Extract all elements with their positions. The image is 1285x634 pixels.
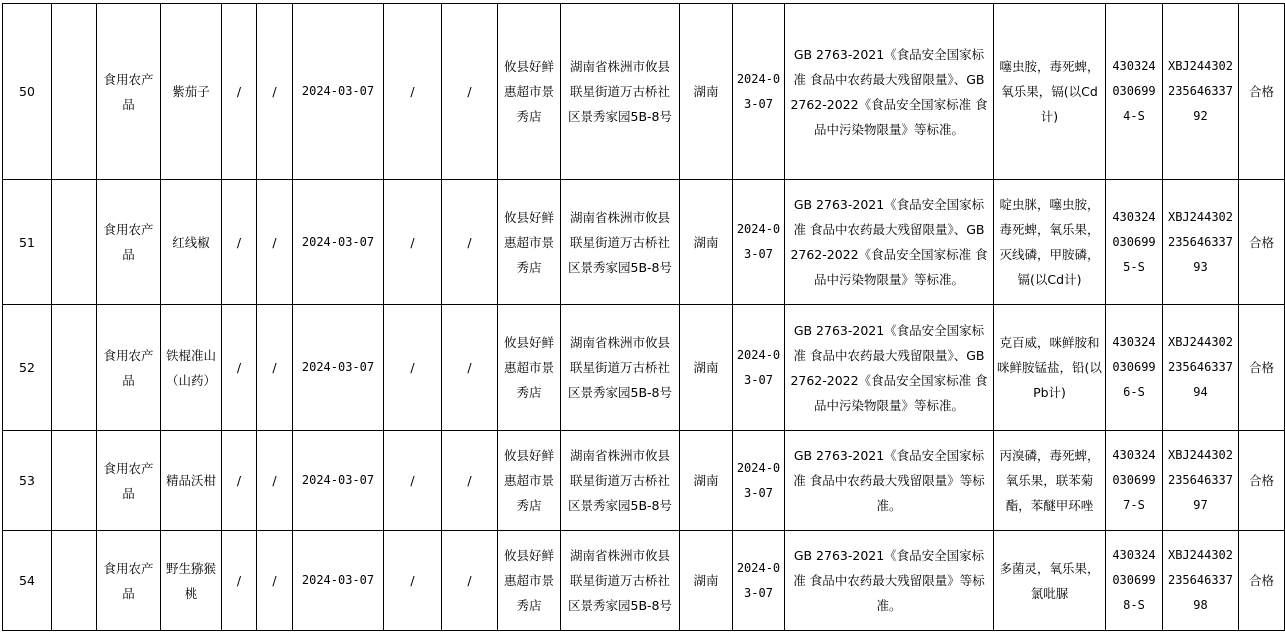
sample-number-cell: 4303240306994-S <box>1106 4 1163 180</box>
standard-cell: GB 2763-2021《食品安全国家标准 食品中农药最大残留限量》、GB 2762-2022《食品安全国家标准 食品中污染物限量》等标准。 <box>785 4 994 180</box>
test-items-cell: 噻虫胺，毒死蜱，氧乐果，镉(以Cd计) <box>994 4 1106 180</box>
spec-cell: / <box>222 4 257 180</box>
table-row <box>3 431 1285 531</box>
production-date-cell: 2024-03-07 <box>293 180 384 305</box>
product-name-cell: 野生猕猴桃 <box>161 531 222 631</box>
report-number-cell: XBJ24430223564633792 <box>1163 4 1239 180</box>
spec-cell: / <box>222 531 257 631</box>
brand-cell: / <box>257 431 293 531</box>
province-cell: 湖南 <box>680 531 733 631</box>
sampling-date-cell: 2024-03-07 <box>733 531 785 631</box>
producer-address-cell: / <box>442 305 498 431</box>
spec-cell: / <box>222 180 257 305</box>
sample-number-cell: 4303240306996-S <box>1106 305 1163 431</box>
store-address-cell: 湖南省株洲市攸县联星街道万古桥社区景秀家园5B-8号 <box>561 531 680 631</box>
sample-number-cell: 4303240306997-S <box>1106 431 1163 531</box>
store-name-cell: 攸县好鲜惠超市景秀店 <box>498 4 561 180</box>
blank-cell <box>52 431 97 531</box>
test-items-cell: 啶虫脒，噻虫胺，毒死蜱，氧乐果，灭线磷，甲胺磷，镉(以Cd计) <box>994 180 1106 305</box>
producer-address-cell: / <box>442 531 498 631</box>
product-name-cell: 紫茄子 <box>161 4 222 180</box>
product-name-cell: 精品沃柑 <box>161 431 222 531</box>
brand-cell: / <box>257 180 293 305</box>
test-items-cell: 克百威，咪鲜胺和咪鲜胺锰盐，铅(以Pb计) <box>994 305 1106 431</box>
seq-cell: 50 <box>3 4 52 180</box>
inspection-results-table <box>2 3 1285 631</box>
producer-cell: / <box>384 531 442 631</box>
store-address-cell: 湖南省株洲市攸县联星街道万古桥社区景秀家园5B-8号 <box>561 180 680 305</box>
result-cell: 合格 <box>1239 531 1285 631</box>
producer-address-cell: / <box>442 4 498 180</box>
producer-cell: / <box>384 305 442 431</box>
seq-cell: 53 <box>3 431 52 531</box>
standard-cell: GB 2763-2021《食品安全国家标准 食品中农药最大残留限量》、GB 2762-2022《食品安全国家标准 食品中污染物限量》等标准。 <box>785 305 994 431</box>
store-address-cell: 湖南省株洲市攸县联星街道万古桥社区景秀家园5B-8号 <box>561 431 680 531</box>
category-cell: 食用农产品 <box>97 531 161 631</box>
table-row <box>3 180 1285 305</box>
province-cell: 湖南 <box>680 305 733 431</box>
seq-cell: 54 <box>3 531 52 631</box>
category-cell: 食用农产品 <box>97 305 161 431</box>
seq-cell: 51 <box>3 180 52 305</box>
producer-cell: / <box>384 431 442 531</box>
producer-address-cell: / <box>442 431 498 531</box>
brand-cell: / <box>257 4 293 180</box>
production-date-cell: 2024-03-07 <box>293 4 384 180</box>
blank-cell <box>52 180 97 305</box>
report-number-cell: XBJ24430223564633793 <box>1163 180 1239 305</box>
standard-cell: GB 2763-2021《食品安全国家标准 食品中农药最大残留限量》等标准。 <box>785 431 994 531</box>
result-cell: 合格 <box>1239 305 1285 431</box>
test-items-cell: 多菌灵，氧乐果，氯吡脲 <box>994 531 1106 631</box>
category-cell: 食用农产品 <box>97 180 161 305</box>
category-cell: 食用农产品 <box>97 4 161 180</box>
report-number-cell: XBJ24430223564633797 <box>1163 431 1239 531</box>
result-cell: 合格 <box>1239 4 1285 180</box>
producer-cell: / <box>384 4 442 180</box>
production-date-cell: 2024-03-07 <box>293 305 384 431</box>
product-name-cell: 红线椒 <box>161 180 222 305</box>
store-address-cell: 湖南省株洲市攸县联星街道万古桥社区景秀家园5B-8号 <box>561 305 680 431</box>
category-cell: 食用农产品 <box>97 431 161 531</box>
table-row <box>3 4 1285 180</box>
sampling-date-cell: 2024-03-07 <box>733 431 785 531</box>
sample-number-cell: 4303240306995-S <box>1106 180 1163 305</box>
seq-cell: 52 <box>3 305 52 431</box>
producer-address-cell: / <box>442 180 498 305</box>
province-cell: 湖南 <box>680 180 733 305</box>
brand-cell: / <box>257 531 293 631</box>
sampling-date-cell: 2024-03-07 <box>733 180 785 305</box>
standard-cell: GB 2763-2021《食品安全国家标准 食品中农药最大残留限量》等标准。 <box>785 531 994 631</box>
spec-cell: / <box>222 431 257 531</box>
store-name-cell: 攸县好鲜惠超市景秀店 <box>498 431 561 531</box>
store-address-cell: 湖南省株洲市攸县联星街道万古桥社区景秀家园5B-8号 <box>561 4 680 180</box>
table-row <box>3 531 1285 631</box>
report-number-cell: XBJ24430223564633798 <box>1163 531 1239 631</box>
province-cell: 湖南 <box>680 431 733 531</box>
table-continuation-line <box>2 630 50 631</box>
result-cell: 合格 <box>1239 431 1285 531</box>
sampling-date-cell: 2024-03-07 <box>733 305 785 431</box>
product-name-cell: 铁棍准山（山药） <box>161 305 222 431</box>
store-name-cell: 攸县好鲜惠超市景秀店 <box>498 531 561 631</box>
report-number-cell: XBJ24430223564633794 <box>1163 305 1239 431</box>
table-row <box>3 305 1285 431</box>
brand-cell: / <box>257 305 293 431</box>
store-name-cell: 攸县好鲜惠超市景秀店 <box>498 305 561 431</box>
sample-number-cell: 4303240306998-S <box>1106 531 1163 631</box>
sampling-date-cell: 2024-03-07 <box>733 4 785 180</box>
production-date-cell: 2024-03-07 <box>293 431 384 531</box>
blank-cell <box>52 531 97 631</box>
standard-cell: GB 2763-2021《食品安全国家标准 食品中农药最大残留限量》、GB 2762-2022《食品安全国家标准 食品中污染物限量》等标准。 <box>785 180 994 305</box>
province-cell: 湖南 <box>680 4 733 180</box>
production-date-cell: 2024-03-07 <box>293 531 384 631</box>
blank-cell <box>52 305 97 431</box>
result-cell: 合格 <box>1239 180 1285 305</box>
test-items-cell: 丙溴磷，毒死蜱，氧乐果，联苯菊酯，苯醚甲环唑 <box>994 431 1106 531</box>
spec-cell: / <box>222 305 257 431</box>
producer-cell: / <box>384 180 442 305</box>
store-name-cell: 攸县好鲜惠超市景秀店 <box>498 180 561 305</box>
blank-cell <box>52 4 97 180</box>
